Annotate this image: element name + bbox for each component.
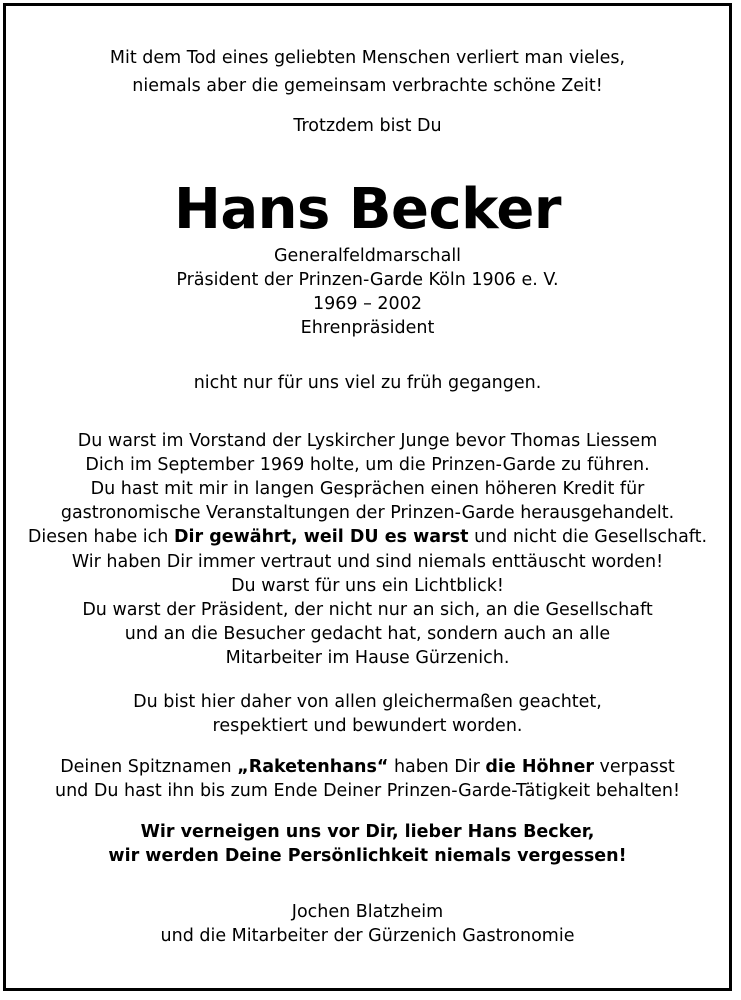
para1-line-5-a: Diesen habe ich bbox=[27, 527, 174, 547]
intro-line-1: Mit dem Tod eines geliebten Menschen verliert man vieles, bbox=[109, 48, 626, 68]
para1-line-5-bold: Dir gewährt, weil DU es warst bbox=[173, 527, 469, 547]
para1-line-2: Dich im September 1969 holte, um die Prinzen-Garde zu führen. bbox=[85, 455, 650, 475]
para2-line-1: Du bist hier daher von allen gleichermaßen geachtet, bbox=[133, 692, 602, 712]
signature-line-1: Jochen Blatzheim bbox=[291, 902, 444, 922]
para1-line-5-c: und nicht die Gesellschaft. bbox=[468, 527, 708, 547]
para1-line-5 bbox=[0, 525, 735, 549]
para3-line-1-e: verpasst bbox=[593, 757, 675, 777]
deceased-name: Hans Becker bbox=[173, 177, 562, 242]
title-line-3: 1969 – 2002 bbox=[313, 294, 422, 314]
para1-line-6: Wir haben Dir immer vertraut und sind niemals enttäuscht worden! bbox=[71, 552, 664, 572]
para3-line-1-c: haben Dir bbox=[388, 757, 486, 777]
para1-line-8: Du warst der Präsident, der nicht nur an sich, an die Gesellschaft bbox=[82, 600, 653, 620]
band-name-bold: die Höhner bbox=[485, 757, 594, 777]
para3-line-1-a: Deinen Spitznamen bbox=[60, 757, 238, 777]
para1-line-7: Du warst für uns ein Lichtblick! bbox=[231, 576, 504, 596]
intro-line-3: Trotzdem bist Du bbox=[293, 116, 442, 136]
signature-line-2: und die Mitarbeiter der Gürzenich Gastronomie bbox=[160, 926, 575, 946]
para3-line-1 bbox=[0, 755, 735, 779]
para1-line-9: und an die Besucher gedacht hat, sondern auch an alle bbox=[124, 624, 611, 644]
title-line-4: Ehrenpräsident bbox=[300, 318, 435, 338]
para1-line-10: Mitarbeiter im Hause Gürzenich. bbox=[225, 648, 510, 668]
para3-line-2: und Du hast ihn bis zum Ende Deiner Prinzen-Garde-Tätigkeit behalten! bbox=[55, 781, 680, 801]
title-line-2: Präsident der Prinzen-Garde Köln 1906 e. V. bbox=[176, 270, 559, 290]
title-line-1: Generalfeldmarschall bbox=[273, 246, 462, 266]
para4-line-1: Wir verneigen uns vor Dir, lieber Hans Becker, bbox=[140, 822, 595, 842]
para1-line-1: Du warst im Vorstand der Lyskircher Junge bevor Thomas Liessem bbox=[77, 431, 658, 451]
early-line: nicht nur für uns viel zu früh gegangen. bbox=[193, 373, 542, 393]
nickname-bold: „Raketenhans“ bbox=[237, 757, 389, 777]
para4-line-2: wir werden Deine Persönlichkeit niemals vergessen! bbox=[108, 846, 627, 866]
para2-line-2: respektiert und bewundert worden. bbox=[212, 716, 523, 736]
para1-line-3: Du hast mit mir in langen Gesprächen einen höheren Kredit für bbox=[90, 479, 645, 499]
para1-line-4: gastronomische Veranstaltungen der Prinzen-Garde herausgehandelt. bbox=[60, 503, 675, 523]
intro-line-2: niemals aber die gemeinsam verbrachte schöne Zeit! bbox=[132, 76, 603, 96]
